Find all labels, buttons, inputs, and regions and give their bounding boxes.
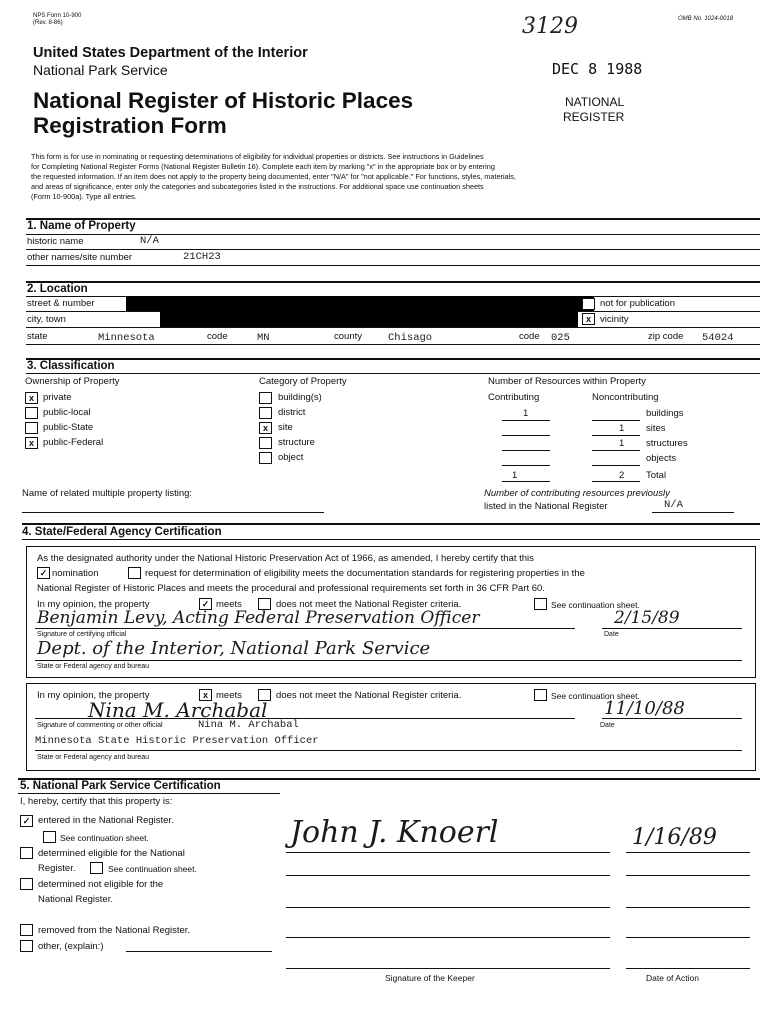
multiple-listing-label: Name of related multiple property listing: [22, 488, 193, 499]
divider [18, 793, 280, 794]
city-label: city, town [27, 314, 66, 325]
cert-text-4: In my opinion, the property [37, 599, 150, 610]
public-state-checkbox[interactable] [25, 422, 38, 434]
blank-line [502, 481, 550, 482]
commenting-date-label: Date [600, 722, 615, 729]
building-checkbox[interactable] [259, 392, 272, 404]
site-label: site [278, 422, 293, 433]
divider [26, 265, 760, 266]
contributing-label: Contributing [488, 392, 540, 403]
public-local-label: public-local [43, 407, 91, 418]
cert-nomination-label: nomination [52, 568, 99, 579]
commenting-typed-name: Nina M. Archabal [198, 719, 299, 731]
blank-line [286, 907, 610, 908]
commenting-date: 11/10/88 [604, 698, 685, 719]
section-5-heading: 5. National Park Service Certification [20, 780, 221, 792]
blank-line [502, 465, 550, 466]
agency-label: State or Federal agency and bureau [37, 663, 150, 670]
district-checkbox[interactable] [259, 407, 272, 419]
department-name: United States Department of the Interior [33, 45, 308, 61]
state-label: state [27, 331, 48, 342]
blank-line [286, 852, 610, 853]
divider [26, 281, 760, 283]
zip-label: zip code [648, 331, 684, 342]
blank-line [626, 937, 750, 938]
received-stamp-line1: NATIONAL [565, 95, 625, 109]
determined-not-eligible-label-2: National Register. [38, 894, 113, 905]
other-names-value: 21CH23 [183, 251, 221, 263]
divider [26, 234, 760, 235]
public-local-checkbox[interactable] [25, 407, 38, 419]
continuation-checkbox[interactable] [534, 598, 547, 610]
private-checkbox[interactable]: x [25, 392, 38, 404]
public-federal-label: public-Federal [43, 437, 104, 448]
determined-eligible-checkbox[interactable] [20, 847, 33, 859]
opinion-text: In my opinion, the property [37, 690, 150, 701]
blank-line [286, 968, 610, 969]
request-checkbox[interactable] [128, 567, 141, 579]
commenting-signature-label: Signature of commenting or other official [37, 722, 163, 729]
blank-line [502, 450, 550, 451]
object-checkbox[interactable] [259, 452, 272, 464]
commenting-agency-label: State or Federal agency and bureau [37, 754, 150, 761]
blank-line [592, 450, 640, 451]
private-label: private [43, 392, 72, 403]
service-name: National Park Service [33, 62, 168, 78]
certifying-date: 2/15/89 [614, 608, 680, 628]
entered-continuation-label: See continuation sheet. [60, 833, 149, 843]
certifying-signature: Benjamin Levy, Acting Federal Preservation Officer [37, 608, 480, 628]
site-checkbox[interactable]: x [259, 422, 272, 434]
opinion-meets-checkbox[interactable]: x [199, 689, 212, 701]
structure-label: structure [278, 437, 315, 448]
divider [26, 327, 760, 328]
blank-line [286, 875, 610, 876]
commenting-signature: Nina M. Archabal [88, 698, 268, 722]
state-code-value: MN [257, 332, 270, 344]
nomination-checkbox[interactable]: ✓ [37, 567, 50, 579]
blank-line [626, 968, 750, 969]
cert-text-2: request for determination of eligibility meets the documentation standards for registering properties in the [145, 568, 585, 579]
county-value: Chisago [388, 332, 433, 344]
other-names-label: other names/site number [27, 252, 133, 263]
structures-label: structures [646, 438, 688, 449]
state-value: Minnesota [98, 332, 155, 344]
blank-line [286, 937, 610, 938]
other-label: other, (explain:) [38, 941, 104, 952]
zip-value: 54024 [702, 332, 734, 344]
removed-label: removed from the National Register. [38, 925, 191, 936]
redaction-bar [126, 296, 594, 311]
keeper-signature-label: Signature of the Keeper [385, 973, 475, 983]
buildings-label: buildings [646, 408, 684, 419]
not-for-publication-label: not for publication [600, 298, 675, 309]
building-label: building(s) [278, 392, 322, 403]
form-id: NPS Form 10-900 [33, 13, 82, 19]
contributing-buildings: 1 [523, 408, 529, 419]
sites-label: sites [646, 423, 666, 434]
keeper-date: 1/16/89 [632, 825, 717, 850]
divider [26, 249, 760, 250]
county-code-label: code [519, 331, 540, 342]
street-label: street & number [27, 298, 95, 309]
keeper-intro: I, hereby, certify that this property is: [20, 796, 173, 807]
redaction-bar [160, 311, 578, 327]
noncontributing-sites: 1 [619, 423, 625, 434]
category-label: Category of Property [259, 376, 347, 387]
blank-line [502, 420, 550, 421]
historic-name-value: N/A [140, 235, 159, 247]
blank-line [502, 435, 550, 436]
noncontributing-structures: 1 [619, 438, 625, 449]
determined-not-eligible-checkbox[interactable] [20, 878, 33, 890]
keeper-signature: John J. Knoerl [290, 815, 499, 850]
instructions: This form is for use in nominating or requesting determinations of eligibility for individual properties or districts. See instructions in Guidelines for Completing National Register Forms (National Register Bulletin 16). Complete each item by marking "x" in the appropriate box or by entering the requested information. If an item does not apply to the property being documented, enter "N/A" for "not applicable." For functions, styles, materials, and areas of significance, enter only the categories and subcategories listed in the instructions. For additional space use continuation sheets (Form 10-900a). Type all entries. [31, 152, 516, 201]
object-label: object [278, 452, 304, 463]
blank-line [626, 907, 750, 908]
determined-not-eligible-label-1: determined not eligible for the [38, 879, 164, 890]
noncontributing-total: 2 [619, 470, 625, 481]
structure-checkbox[interactable] [259, 437, 272, 449]
vicinity-checkbox[interactable]: x [582, 313, 595, 325]
agency-handwritten: Dept. of the Interior, National Park Service [37, 638, 431, 659]
historic-name-label: historic name [27, 236, 84, 247]
divider [22, 539, 760, 540]
received-stamp-line2: REGISTER [563, 110, 625, 124]
blank-line [602, 628, 742, 629]
section-1-heading: 1. Name of Property [27, 220, 136, 232]
county-label: county [334, 331, 362, 342]
blank-line [126, 951, 272, 952]
public-state-label: public-State [43, 422, 94, 433]
previously-listed-label-1: Number of contributing resources previously [484, 488, 670, 499]
section-4-heading: 4. State/Federal Agency Certification [22, 526, 222, 538]
omb-number: OMB No. 1024-0018 [678, 16, 734, 22]
objects-label: objects [646, 453, 677, 464]
divider [22, 523, 760, 525]
received-date-stamp: DEC 8 1988 [552, 60, 643, 78]
section-3-heading: 3. Classification [27, 360, 115, 372]
determined-eligible-label-2: Register. [38, 863, 76, 874]
determined-eligible-label-1: determined eligible for the National [38, 848, 185, 859]
divider [26, 344, 760, 345]
stamp-number: 3129 [522, 14, 578, 39]
not-for-publication-checkbox[interactable] [582, 298, 595, 310]
previously-listed-label-2: listed in the National Register [484, 501, 608, 512]
opinion-continuation-checkbox[interactable] [534, 689, 547, 701]
date-of-action-label: Date of Action [646, 973, 699, 983]
removed-checkbox[interactable] [20, 924, 33, 936]
blank-line [626, 852, 750, 853]
section-2-heading: 2. Location [27, 283, 88, 295]
entered-continuation-checkbox[interactable] [43, 831, 56, 843]
divider [26, 373, 760, 374]
opinion-does-not-meet-label: does not meet the National Register criteria. [276, 690, 462, 701]
blank-line [592, 465, 640, 466]
divider [26, 358, 760, 360]
date-label: Date [604, 631, 619, 638]
eligible-continuation-checkbox[interactable] [90, 862, 103, 874]
entered-label: entered in the National Register. [38, 815, 174, 826]
county-code-value: 025 [551, 332, 570, 344]
commenting-agency-value: Minnesota State Historic Preservation Officer [35, 735, 319, 747]
blank-line [592, 420, 640, 421]
entered-checkbox[interactable]: ✓ [20, 815, 33, 827]
blank-line [652, 512, 734, 513]
other-checkbox[interactable] [20, 940, 33, 952]
opinion-see-continuation: See continuation sheet. [551, 691, 640, 701]
form-rev: (Rev. 8-86) [33, 20, 63, 26]
ownership-label: Ownership of Property [25, 376, 120, 387]
blank-line [35, 750, 742, 751]
blank-line [35, 660, 742, 661]
state-code-label: code [207, 331, 228, 342]
noncontributing-label: Noncontributing [592, 392, 659, 403]
contributing-total: 1 [512, 470, 518, 481]
blank-line [35, 628, 575, 629]
meets-checkbox[interactable]: ✓ [199, 598, 212, 610]
blank-line [35, 718, 575, 719]
eligible-continuation-label: See continuation sheet. [108, 864, 197, 874]
signature-label: Signature of certifying official [37, 631, 127, 638]
form-title: National Register of Historic Places [33, 88, 414, 113]
cert-text-1: As the designated authority under the National Historic Preservation Act of 1966, as amended, I hereby certify that this [37, 553, 534, 564]
cert-text-3: National Register of Historic Places and meets the procedural and professional requirements set forth in 36 CFR Part 60. [37, 583, 545, 594]
blank-line [626, 875, 750, 876]
opinion-meets-label: meets [216, 690, 242, 701]
form-subtitle: Registration Form [33, 113, 227, 138]
blank-line [22, 512, 324, 513]
blank-line [592, 435, 640, 436]
public-federal-checkbox[interactable]: x [25, 437, 38, 449]
cert-meets-label: meets [216, 599, 242, 610]
district-label: district [278, 407, 306, 418]
vicinity-label: vicinity [600, 314, 629, 325]
blank-line [602, 718, 742, 719]
resources-label: Number of Resources within Property [488, 376, 646, 387]
blank-line [592, 481, 640, 482]
previously-listed-value: N/A [664, 499, 683, 511]
total-label: Total [646, 470, 667, 481]
cert-does-not-meet-label: does not meet the National Register criteria. [276, 599, 462, 610]
cert-see-continuation: See continuation sheet. [551, 600, 640, 610]
divider [26, 218, 760, 220]
